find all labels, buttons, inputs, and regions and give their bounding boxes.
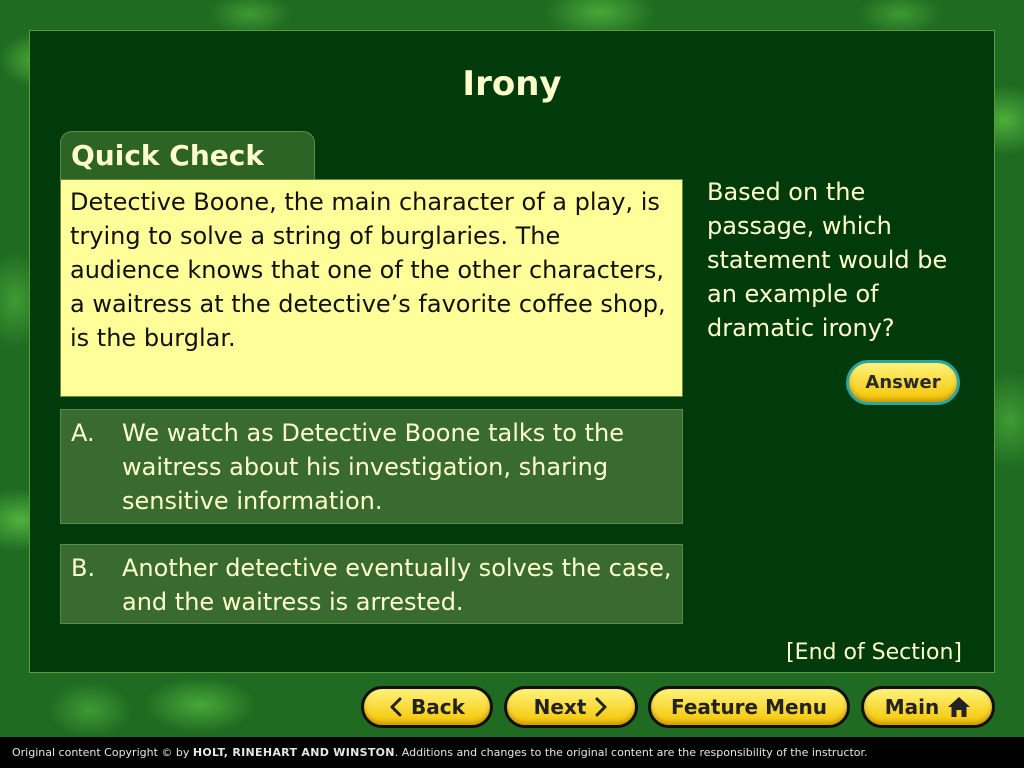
slide-title: Irony: [462, 64, 562, 104]
choice-a-letter: A.: [71, 419, 95, 447]
next-button[interactable]: [504, 686, 638, 728]
main-button[interactable]: [861, 686, 995, 728]
chevron-right-icon: [594, 697, 608, 717]
answer-button-label: Answer: [865, 372, 941, 393]
end-of-section-label: [End of Section]: [786, 640, 962, 665]
copyright-footer: [0, 737, 1024, 768]
next-button-label: Next: [533, 695, 587, 719]
answer-button[interactable]: [846, 360, 960, 405]
question-text: Based on the passage, which statement would be an example of dramatic irony?: [707, 178, 948, 342]
choice-a-text: We watch as Detective Boone talks to the waitress about his investigation, sharing sensitive information.: [122, 419, 624, 515]
quick-check-label: Quick Check: [71, 139, 264, 172]
back-button[interactable]: [361, 686, 493, 728]
chevron-left-icon: [389, 697, 403, 717]
home-icon: [947, 696, 971, 718]
feature-menu-button-label: Feature Menu: [670, 695, 828, 719]
footer-prefix: Original content Copyright © by: [12, 746, 190, 759]
choice-b-text: Another detective eventually solves the case, and the waitress is arrested.: [122, 554, 672, 616]
main-button-label: Main: [884, 695, 940, 719]
footer-suffix: . Additions and changes to the original content are the responsibility of the instructor.: [394, 746, 868, 759]
choice-b-letter: B.: [71, 554, 96, 582]
back-button-label: Back: [411, 695, 465, 719]
footer-publisher: HOLT, RINEHART AND WINSTON: [192, 746, 395, 759]
passage-text: Detective Boone, the main character of a play, is trying to solve a string of burglaries. The audience knows that one of the other characters, a waitress at the detective’s favorite coffee shop, is the burglar.: [70, 188, 666, 352]
feature-menu-button[interactable]: [648, 686, 850, 728]
